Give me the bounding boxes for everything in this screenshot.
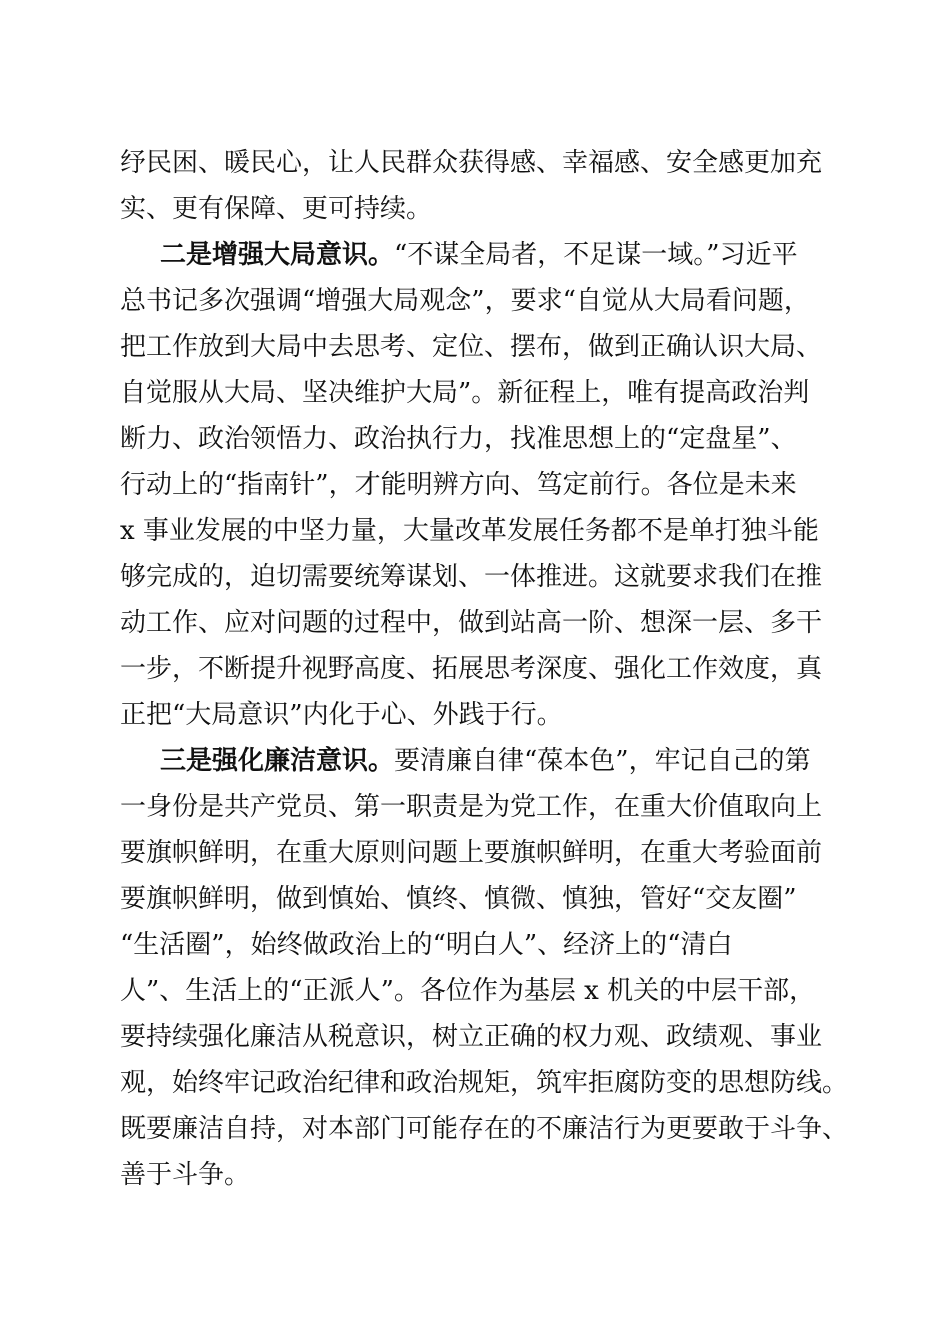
body-text-line: 要旗帜鲜明，做到慎始、慎终、慎微、慎独，管好“交友圈” (120, 884, 797, 914)
body-text-line: “生活圈”，始终做政治上的“明白人”、经济上的“清白 (120, 930, 733, 960)
body-text-line: 要持续强化廉洁从税意识，树立正确的权力观、政绩观、事业 (120, 1022, 823, 1052)
body-text-line: 观，始终牢记政治纪律和政治规矩，筑牢拒腐防变的思想防线。 (120, 1068, 849, 1098)
paragraph-heading: 二是增强大局意识。 (160, 240, 395, 270)
body-text-line: x 事业发展的中坚力量，大量改革发展任务都不是单打独斗能 (120, 516, 819, 546)
body-text-line: 正把“大局意识”内化于心、外践于行。 (120, 700, 563, 730)
paragraph-text: 要清廉自律“葆本色”，牢记自己的第 (394, 746, 811, 776)
body-text-line: 善于斗争。 (120, 1160, 251, 1190)
body-text-line: 人”、生活上的“正派人”。各位作为基层 x 机关的中层干部， (120, 976, 816, 1006)
body-text-line: 实、更有保障、更可持续。 (120, 194, 433, 224)
body-text-line: 动工作、应对问题的过程中，做到站高一阶、想深一层、多干 (120, 608, 823, 638)
body-text-line: 一身份是共产党员、第一职责是为党工作，在重大价值取向上 (120, 792, 823, 822)
body-text-line: 行动上的“指南针”，才能明辨方向、笃定前行。各位是未来 (120, 470, 797, 500)
paragraph-text: “不谋全局者，不足谋一域。”习近平 (394, 240, 798, 270)
body-text-line: 既要廉洁自持，对本部门可能存在的不廉洁行为更要敢于斗争、 (120, 1114, 849, 1144)
body-text-line: 一步，不断提升视野高度、拓展思考深度、强化工作效度，真 (120, 654, 823, 684)
body-text-line: 纾民困、暖民心，让人民群众获得感、幸福感、安全感更加充 (120, 148, 823, 178)
body-text-line: 够完成的，迫切需要统筹谋划、一体推进。这就要求我们在推 (120, 562, 823, 592)
body-text-line: 要旗帜鲜明，在重大原则问题上要旗帜鲜明，在重大考验面前 (120, 838, 823, 868)
body-text-line: 自觉服从大局、坚决维护大局”。新征程上，唯有提高政治判 (120, 378, 810, 408)
paragraph-first-line (160, 741, 830, 781)
paragraph-heading: 三是强化廉洁意识。 (160, 746, 395, 776)
body-text-line: 断力、政治领悟力、政治执行力，找准思想上的“定盘星”、 (120, 424, 797, 454)
paragraph-first-line (160, 235, 830, 275)
body-text-line: 总书记多次强调“增强大局观念”，要求“自觉从大局看问题， (120, 286, 810, 316)
body-text-line: 把工作放到大局中去思考、定位、摆布，做到正确认识大局、 (120, 332, 823, 362)
